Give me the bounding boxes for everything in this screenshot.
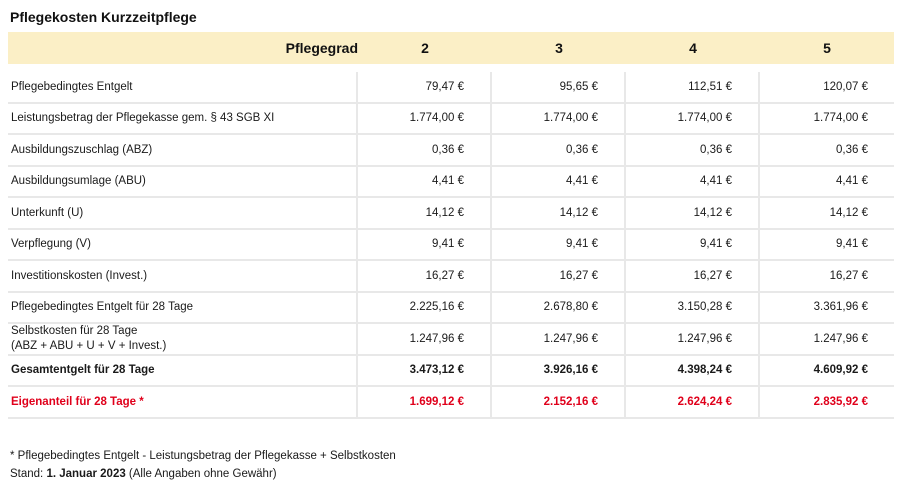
cell-value: 3.150,28 € [626,293,760,323]
row-label: Unterkunft (U) [8,198,358,228]
cell-value: 1.699,12 € [358,387,492,417]
table-row [8,293,894,325]
cell-value: 1.774,00 € [358,104,492,134]
cell-value: 1.247,96 € [813,332,868,345]
cell-value: 1.247,96 € [492,324,626,354]
cell-value: 16,27 € [358,261,492,291]
stand-date: 1. Januar 2023 [46,468,126,480]
cell-value: 14,12 € [492,198,626,228]
cell-value: 3.361,96 € [813,301,868,314]
header-label: Pflegegrad [285,40,358,56]
cell-value: 14,12 € [626,198,760,228]
row-label: Gesamtentgelt für 28 Tage [8,356,358,386]
table-row [8,72,894,104]
cell-value: 1.247,96 € [626,324,760,354]
table-row [8,167,894,199]
cell-value: 2.624,24 € [626,387,760,417]
table-row-total [8,356,894,388]
grade-5: 5 [823,40,831,56]
cell-value: 4.398,24 € [626,356,760,386]
cell-value: 0,36 € [836,143,868,156]
cell-value: 14,12 € [829,206,868,219]
table-header [8,32,894,64]
cell-value: 4,41 € [626,167,760,197]
row-label: Ausbildungszuschlag (ABZ) [8,135,358,165]
cell-value: 79,47 € [358,72,492,102]
stand-line [10,468,277,480]
cell-value: 4,41 € [358,167,492,197]
cell-value: 4.609,92 € [813,364,868,377]
cell-value: 3.473,12 € [358,356,492,386]
cell-value: 4,41 € [836,175,868,188]
cell-value: 95,65 € [492,72,626,102]
table-row [8,230,894,262]
table-row-eigenanteil [8,387,894,419]
row-label: Leistungsbetrag der Pflegekasse gem. § 43 SGB XI [8,104,358,134]
row-label-line2: (ABZ + ABU + U + V + Invest.) [11,339,167,352]
table-row [8,135,894,167]
cell-value: 0,36 € [626,135,760,165]
row-label: Investitionskosten (Invest.) [8,261,358,291]
row-label: Ausbildungsumlage (ABU) [8,167,358,197]
cell-value: 16,27 € [492,261,626,291]
cell-value: 9,41 € [626,230,760,260]
table-row [8,104,894,136]
row-label [8,324,358,354]
cell-value: 4,41 € [492,167,626,197]
grade-4: 4 [689,40,697,56]
row-label: Verpflegung (V) [8,230,358,260]
stand-suffix: (Alle Angaben ohne Gewähr) [125,468,277,480]
cell-value: 16,27 € [626,261,760,291]
cell-value: 1.774,00 € [813,112,868,125]
row-label: Pflegebedingtes Entgelt für 28 Tage [8,293,358,323]
page-title: Pflegekosten Kurzzeitpflege [10,9,197,25]
cell-value: 1.774,00 € [626,104,760,134]
row-label: Pflegebedingtes Entgelt [8,72,358,102]
cell-value: 2.152,16 € [492,387,626,417]
cell-value: 14,12 € [358,198,492,228]
cell-value: 2.835,92 € [813,395,868,408]
stand-prefix: Stand: [10,468,47,480]
cell-value: 2.225,16 € [358,293,492,323]
cell-value: 3.926,16 € [492,356,626,386]
row-label-line1: Selbstkosten für 28 Tage [11,324,138,337]
table-row [8,198,894,230]
cell-value: 1.774,00 € [492,104,626,134]
cell-value: 9,41 € [836,238,868,251]
cell-value: 1.247,96 € [358,324,492,354]
cell-value: 9,41 € [492,230,626,260]
cell-value: 16,27 € [829,269,868,282]
cell-value: 2.678,80 € [492,293,626,323]
cell-value: 9,41 € [358,230,492,260]
table-row [8,261,894,293]
row-label: Eigenanteil für 28 Tage * [8,387,358,417]
cell-value: 0,36 € [358,135,492,165]
table-row [8,324,894,356]
cell-value: 0,36 € [492,135,626,165]
grade-2: 2 [421,40,429,56]
footnote: * Pflegebedingtes Entgelt - Leistungsbetrag der Pflegekasse + Selbstkosten [10,450,396,462]
cell-value: 112,51 € [626,72,760,102]
table-body [8,72,894,419]
cell-value: 120,07 € [823,80,868,93]
grade-3: 3 [555,40,563,56]
